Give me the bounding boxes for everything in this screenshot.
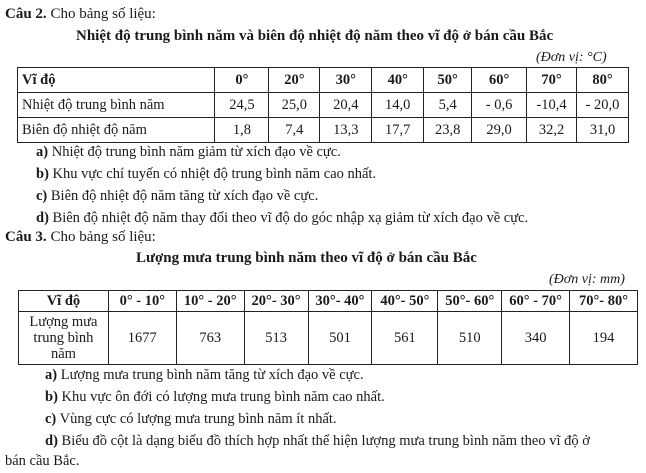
table-3-header-cell: 40°- 50°	[372, 291, 438, 312]
table-row	[18, 118, 629, 143]
table-2-header-cell: 60°	[472, 68, 527, 93]
table-3-header-cell: 50°- 60°	[438, 291, 502, 312]
table-2-header-cell: 50°	[424, 68, 472, 93]
table-row	[18, 93, 629, 118]
table-2-header-cell: Vĩ độ	[18, 68, 215, 93]
table-3-header-cell: 10° - 20°	[176, 291, 244, 312]
table-cell: - 0,6	[472, 93, 527, 118]
statement-letter: a)	[36, 144, 49, 160]
statement-text: Lượng mưa trung bình năm tăng từ xích đạo về cực.	[60, 367, 364, 383]
table-cell: 1677	[108, 312, 176, 365]
question-3-label: Câu 3.	[5, 229, 47, 245]
table-cell: 14,0	[372, 93, 424, 118]
table-cell: 510	[438, 312, 502, 365]
statement-text: Biên độ nhiệt độ năm tăng từ xích đạo về cực.	[50, 188, 319, 204]
table-2-title: Nhiệt độ trung bình năm và biên độ nhiệt độ năm theo vĩ độ ở bán cầu Bắc	[76, 28, 554, 44]
statement-letter: a)	[45, 367, 58, 383]
statement-text: Nhiệt độ trung bình năm giảm từ xích đạo về cực.	[51, 144, 341, 160]
statement-text: bán cầu Bắc.	[5, 453, 80, 469]
table-cell: 25,0	[269, 93, 320, 118]
statement	[36, 210, 528, 227]
table-2-header-cell: 70°	[527, 68, 577, 93]
row-label-line: năm	[50, 346, 76, 362]
statement-text: Khu vực ôn đới có lượng mưa trung bình năm cao nhất.	[61, 389, 385, 405]
statement-text: Vùng cực có lượng mưa trung bình năm ít nhất.	[59, 411, 337, 427]
question-3-intro: Cho bảng số liệu:	[50, 229, 156, 245]
statement-letter: b)	[36, 166, 49, 182]
table-cell: 23,8	[424, 118, 472, 143]
statement	[45, 411, 337, 428]
table-cell: 32,2	[527, 118, 577, 143]
statement-text: Khu vực chí tuyến có nhiệt độ trung bình năm cao nhất.	[52, 166, 377, 182]
question-3-heading	[5, 229, 156, 246]
question-2-intro: Cho bảng số liệu:	[50, 6, 156, 22]
temperature-table	[17, 67, 629, 143]
question-2-label: Câu 2.	[5, 6, 47, 22]
table-2-header-cell: 20°	[269, 68, 320, 93]
row-label-line: Lượng mưa	[29, 314, 98, 330]
table-2-header-cell: 30°	[320, 68, 372, 93]
statement-letter: d)	[36, 210, 49, 226]
rainfall-table	[18, 290, 638, 365]
table-cell: 513	[244, 312, 308, 365]
table-row-label: Nhiệt độ trung bình năm	[18, 93, 215, 118]
table-2-header-cell: 0°	[215, 68, 269, 93]
table-2-unit: (Đơn vị: °C)	[536, 50, 607, 65]
table-3-title: Lượng mưa trung bình năm theo vĩ độ ở bán cầu Bắc	[136, 250, 477, 266]
statement	[45, 367, 364, 384]
statement-continuation	[5, 453, 79, 470]
statement-letter: c)	[36, 188, 48, 204]
table-2-header-cell: 40°	[372, 68, 424, 93]
table-cell: 31,0	[577, 118, 629, 143]
row-label-line: trung bình	[33, 330, 94, 346]
table-3-header-cell: 30°- 40°	[308, 291, 372, 312]
statement-text: Biên độ nhiệt độ năm thay đổi theo vĩ độ do góc nhập xạ giảm từ xích đạo về cực.	[52, 210, 529, 226]
statement	[36, 144, 341, 161]
statement	[45, 389, 385, 406]
table-3-header-cell: 20°- 30°	[244, 291, 308, 312]
table-3-header-cell: Vĩ độ	[19, 291, 109, 312]
statement-text: Biểu đồ cột là dạng biểu đồ thích hợp nhất thể hiện lượng mưa trung bình năm theo vĩ độ ở	[61, 433, 590, 449]
table-3-header-cell: 0° - 10°	[108, 291, 176, 312]
table-cell: 501	[308, 312, 372, 365]
table-cell: 20,4	[320, 93, 372, 118]
statement	[36, 166, 376, 183]
question-2-heading	[5, 6, 156, 23]
table-row	[19, 312, 638, 365]
table-cell: - 20,0	[577, 93, 629, 118]
table-cell: 763	[176, 312, 244, 365]
table-cell: 561	[372, 312, 438, 365]
table-cell: 24,5	[215, 93, 269, 118]
table-cell: 7,4	[269, 118, 320, 143]
statement-letter: c)	[45, 411, 57, 427]
statement	[45, 433, 590, 450]
table-cell: 1,8	[215, 118, 269, 143]
table-3-header-row	[19, 291, 638, 312]
table-2-header-cell: 80°	[577, 68, 629, 93]
statement-letter: d)	[45, 433, 58, 449]
table-cell: 17,7	[372, 118, 424, 143]
table-cell: 194	[570, 312, 638, 365]
table-3-header-cell: 60° - 70°	[502, 291, 570, 312]
table-3-unit: (Đơn vị: mm)	[549, 272, 625, 287]
table-2-header-row	[18, 68, 629, 93]
table-cell: 13,3	[320, 118, 372, 143]
table-cell: 29,0	[472, 118, 527, 143]
statement	[36, 188, 318, 205]
table-cell: 5,4	[424, 93, 472, 118]
statement-letter: b)	[45, 389, 58, 405]
table-row-label	[19, 312, 109, 365]
table-cell: 340	[502, 312, 570, 365]
table-3-header-cell: 70°- 80°	[570, 291, 638, 312]
table-cell: -10,4	[527, 93, 577, 118]
table-row-label: Biên độ nhiệt độ năm	[18, 118, 215, 143]
